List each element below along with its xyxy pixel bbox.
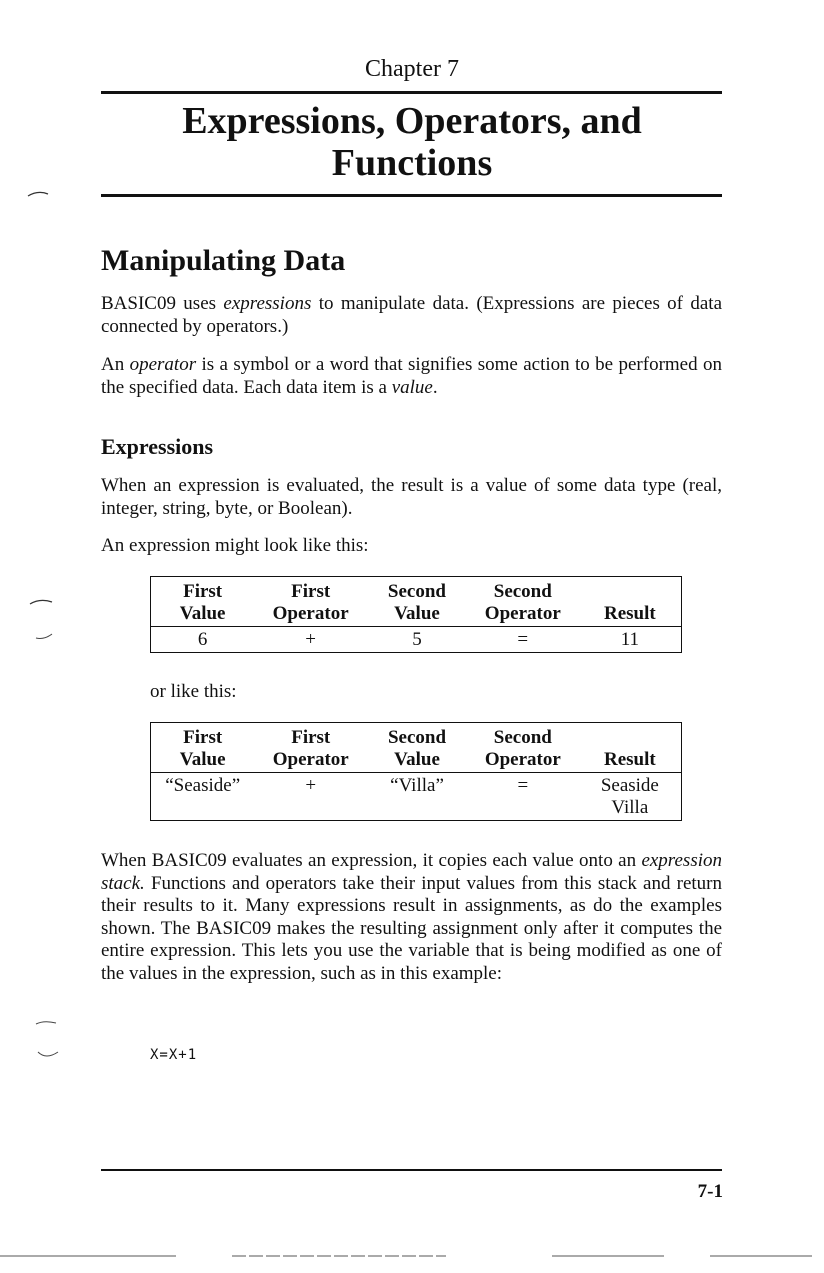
intro-paragraph: BASIC09 uses expressions to manipulate data. (Expressions are pieces of data connected by operators.) (101, 293, 722, 337)
term-expression-stack: expression stack. (101, 850, 722, 894)
header-second-operator: Second Operator (467, 577, 579, 627)
header-result: Result (579, 577, 682, 627)
margin-mark (36, 634, 52, 639)
header-second-value: Second Value (367, 723, 467, 773)
evaluation-paragraph: When an expression is evaluated, the result is a value of some data type (real, integer, string, byte, or Boolean). (101, 475, 722, 519)
operator-paragraph: An operator is a symbol or a word that signifies some action to be performed on the specified data. Each data item is a value. (101, 354, 722, 398)
header-first-operator: First Operator (254, 723, 367, 773)
header-second-operator: Second Operator (467, 723, 579, 773)
example-intro: An expression might look like this: (101, 535, 369, 556)
cell-second-operator: = (517, 775, 529, 796)
subsection-heading: Expressions (101, 434, 214, 459)
code-example: X=X+1 (150, 1047, 198, 1063)
term-value: value (391, 376, 433, 398)
chapter-label: Chapter 7 (365, 56, 459, 82)
cell-first-operator: + (305, 629, 316, 650)
margin-mark (30, 600, 52, 604)
header-first-value: First Value (151, 723, 255, 773)
expression-stack-paragraph: When BASIC09 evaluates an expression, it copies each value onto an expression stack. Functions and operators take their input values from this stack and return their results to it. Many expressions result in assignments, as do the examples shown. The BASIC09 makes the resulting assignment only after it computes the entire expression. This lets you use the variable that is being modified as one of the values in the expression, such as in this example: (101, 850, 722, 984)
cell-second-value: “Villa” (390, 775, 444, 796)
section-heading: Manipulating Data (101, 244, 346, 277)
margin-mark (38, 1052, 58, 1056)
chapter-title: Expressions, Operators, and Functions (182, 100, 642, 184)
page-number: 7-1 (697, 1181, 723, 1202)
cell-second-value: 5 (412, 629, 422, 650)
or-like-this: or like this: (150, 681, 237, 702)
header-first-operator: First Operator (254, 577, 367, 627)
term-operator: operator (129, 354, 197, 375)
header-result: Result (579, 723, 682, 773)
header-first-value: First Value (151, 577, 255, 627)
term-expressions: expressions (223, 293, 312, 314)
cell-result: Seaside Villa (600, 775, 659, 818)
cell-first-operator: + (305, 775, 317, 796)
header-second-value: Second Value (367, 577, 467, 627)
cell-first-value: “Seaside” (165, 775, 241, 796)
cell-first-value: 6 (197, 629, 208, 650)
cell-second-operator: = (517, 629, 529, 650)
cell-result: 11 (620, 629, 639, 650)
margin-mark (28, 192, 48, 196)
margin-mark (36, 1022, 56, 1024)
